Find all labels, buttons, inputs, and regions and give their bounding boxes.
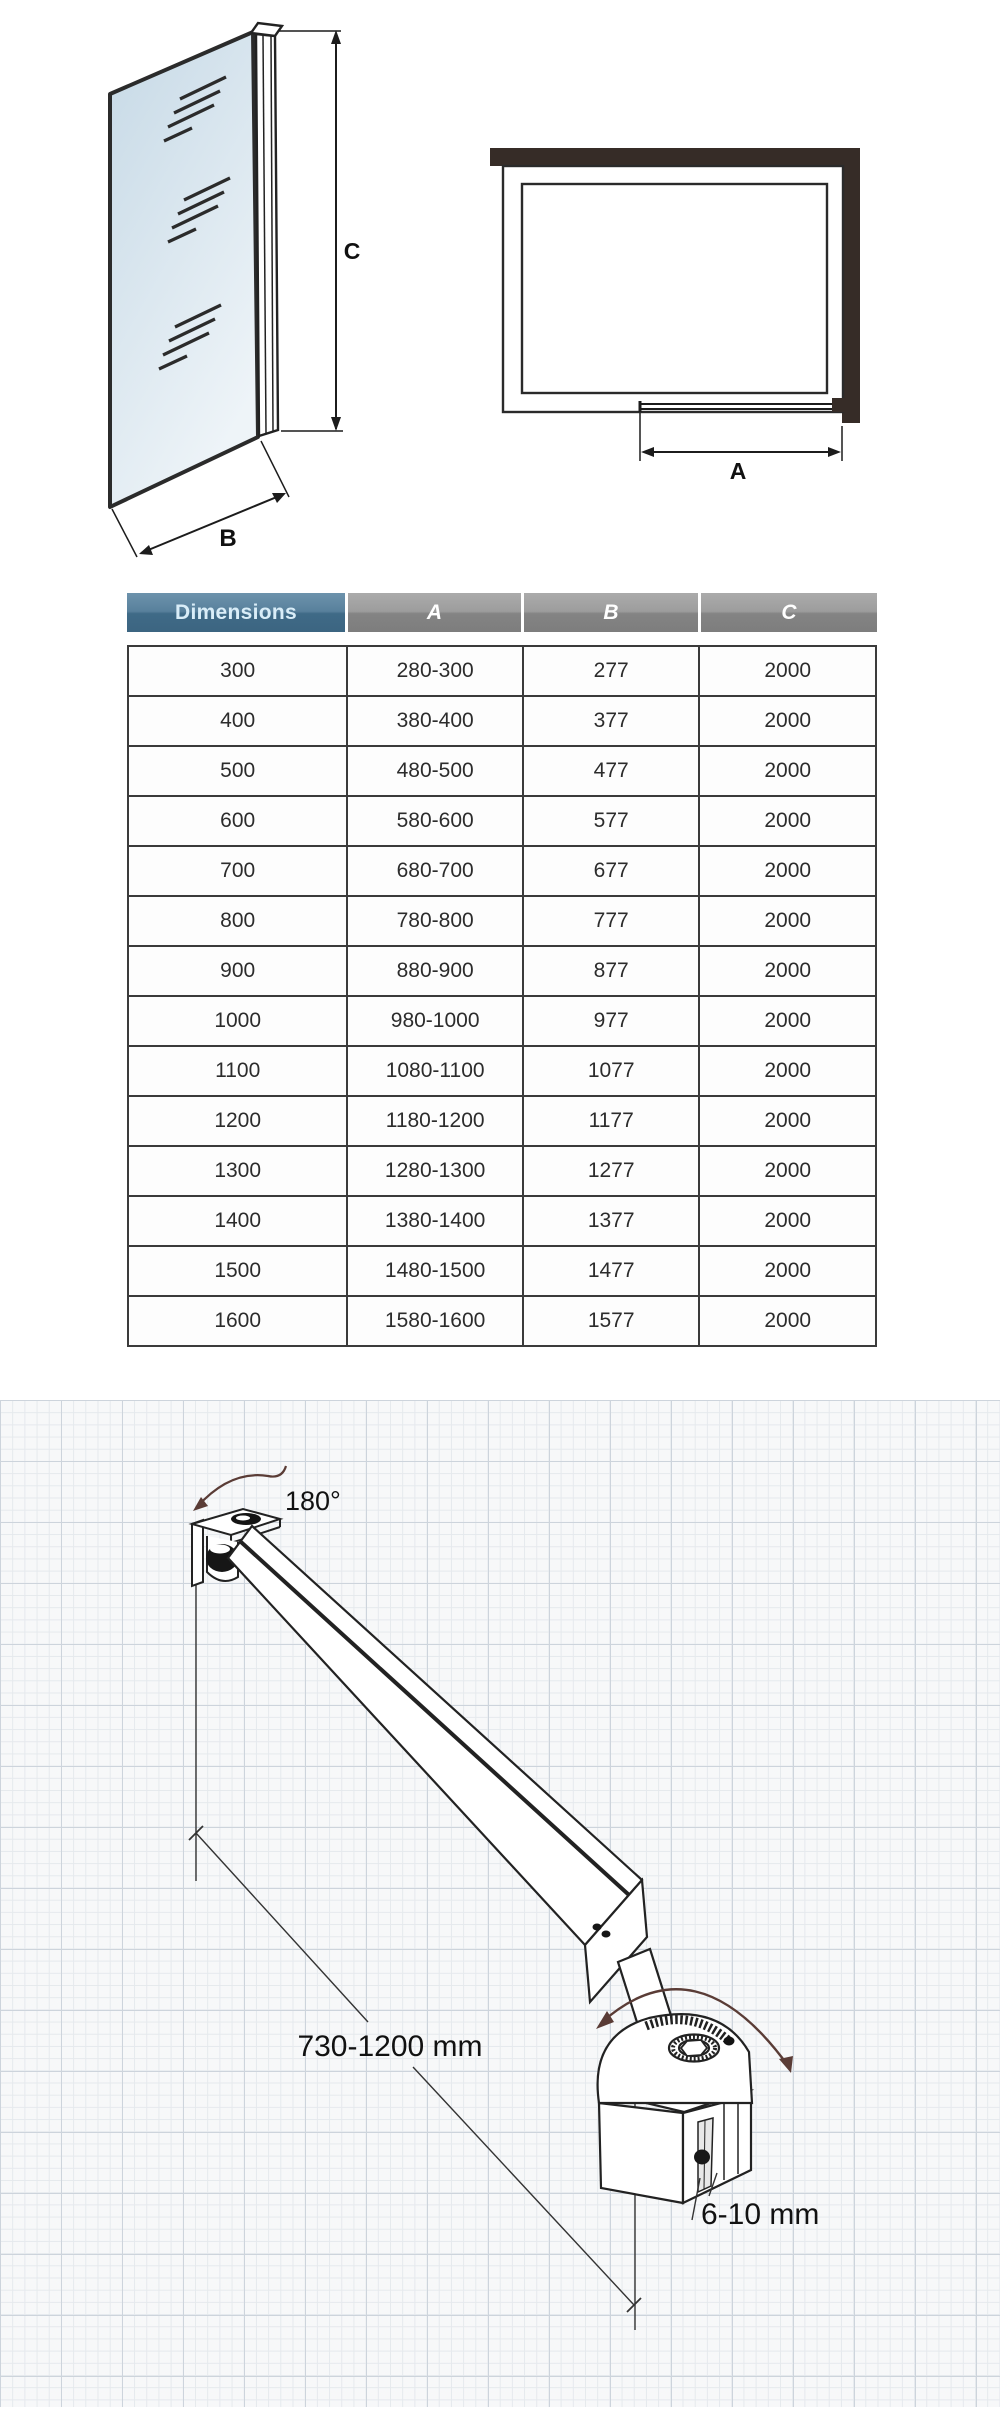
label-b: B (219, 525, 237, 552)
rotation-arc-icon (193, 1466, 286, 1511)
table-cell: 1180-1200 (347, 1096, 523, 1146)
table-cell: 377 (523, 696, 700, 746)
support-bar-section (0, 1400, 1000, 2407)
table-cell: 977 (523, 996, 700, 1046)
table-row (128, 1146, 876, 1196)
table-cell: 680-700 (347, 846, 523, 896)
table-cell: 2000 (699, 1046, 876, 1096)
table-cell: 1177 (523, 1096, 700, 1146)
label-a: A (729, 458, 747, 484)
table-row (128, 1046, 876, 1096)
table-cell: 2000 (699, 646, 876, 696)
table-cell: 1600 (128, 1296, 347, 1346)
table-cell: 2000 (699, 746, 876, 796)
table-cell: 277 (523, 646, 700, 696)
table-cell: 380-400 (347, 696, 523, 746)
table-cell: 700 (128, 846, 347, 896)
table-cell: 980-1000 (347, 996, 523, 1046)
spec-table-header (127, 593, 877, 632)
table-cell: 1280-1300 (347, 1146, 523, 1196)
table-cell: 1080-1100 (347, 1046, 523, 1096)
rotation-label: 180° (285, 1486, 341, 1516)
wall-right (842, 148, 860, 423)
support-bar-diagram (0, 1400, 1000, 2407)
header-b: B (524, 593, 698, 632)
dimension-a (640, 413, 842, 461)
top-view-diagram (490, 148, 860, 484)
table-cell: 1480-1500 (347, 1246, 523, 1296)
table-cell: 2000 (699, 696, 876, 746)
table-row (128, 996, 876, 1046)
glass-top-view (640, 398, 846, 412)
table-cell: 2000 (699, 1096, 876, 1146)
table-cell: 677 (523, 846, 700, 896)
table-cell: 2000 (699, 796, 876, 846)
table-cell: 2000 (699, 946, 876, 996)
table-cell: 1300 (128, 1146, 347, 1196)
table-cell: 900 (128, 946, 347, 996)
table-cell: 300 (128, 646, 347, 696)
support-bar (228, 1526, 673, 2035)
header-c: C (701, 593, 877, 632)
table-cell: 777 (523, 896, 700, 946)
table-cell: 1400 (128, 1196, 347, 1246)
glass-thickness-label: 6-10 mm (701, 2198, 820, 2231)
table-row (128, 1246, 876, 1296)
table-cell: 2000 (699, 1146, 876, 1196)
table-row (128, 696, 876, 746)
table-cell: 780-800 (347, 896, 523, 946)
wall-top (490, 148, 860, 166)
table-cell: 800 (128, 896, 347, 946)
table-row (128, 1296, 876, 1346)
table-row (128, 1096, 876, 1146)
table-cell: 1580-1600 (347, 1296, 523, 1346)
table-row (128, 846, 876, 896)
spec-table-body (128, 646, 876, 1346)
table-cell: 877 (523, 946, 700, 996)
table-row (128, 796, 876, 846)
table-cell: 477 (523, 746, 700, 796)
label-c: C (343, 238, 361, 264)
table-row (128, 896, 876, 946)
swivel-joint (598, 2014, 752, 2103)
table-cell: 1377 (523, 1196, 700, 1246)
table-cell: 2000 (699, 1246, 876, 1296)
table-cell: 1277 (523, 1146, 700, 1196)
table-cell: 500 (128, 746, 347, 796)
table-cell: 1077 (523, 1046, 700, 1096)
table-row (128, 646, 876, 696)
table-cell: 880-900 (347, 946, 523, 996)
table-cell: 577 (523, 796, 700, 846)
table-cell: 600 (128, 796, 347, 846)
dimension-diagrams (0, 0, 1000, 580)
table-row (128, 1196, 876, 1246)
dimension-c (279, 30, 343, 431)
tray-inner (522, 184, 827, 393)
spec-table (127, 645, 877, 1347)
table-cell: 1100 (128, 1046, 347, 1096)
table-cell: 2000 (699, 896, 876, 946)
table-cell: 480-500 (347, 746, 523, 796)
table-cell: 1577 (523, 1296, 700, 1346)
table-cell: 2000 (699, 1196, 876, 1246)
table-cell: 1380-1400 (347, 1196, 523, 1246)
glass-panel-diagram (110, 23, 360, 557)
table-cell: 1200 (128, 1096, 347, 1146)
table-cell: 1477 (523, 1246, 700, 1296)
table-cell: 1500 (128, 1246, 347, 1296)
header-a: A (348, 593, 521, 632)
glass-panel (110, 32, 258, 507)
table-cell: 2000 (699, 996, 876, 1046)
table-cell: 2000 (699, 846, 876, 896)
table-cell: 580-600 (347, 796, 523, 846)
length-range-label: 730-1200 mm (297, 2030, 483, 2063)
table-cell: 2000 (699, 1296, 876, 1346)
table-cell: 280-300 (347, 646, 523, 696)
table-cell: 1000 (128, 996, 347, 1046)
table-row (128, 746, 876, 796)
tray-outer (503, 166, 843, 412)
header-dimensions: Dimensions (127, 593, 345, 632)
table-cell: 400 (128, 696, 347, 746)
table-row (128, 946, 876, 996)
